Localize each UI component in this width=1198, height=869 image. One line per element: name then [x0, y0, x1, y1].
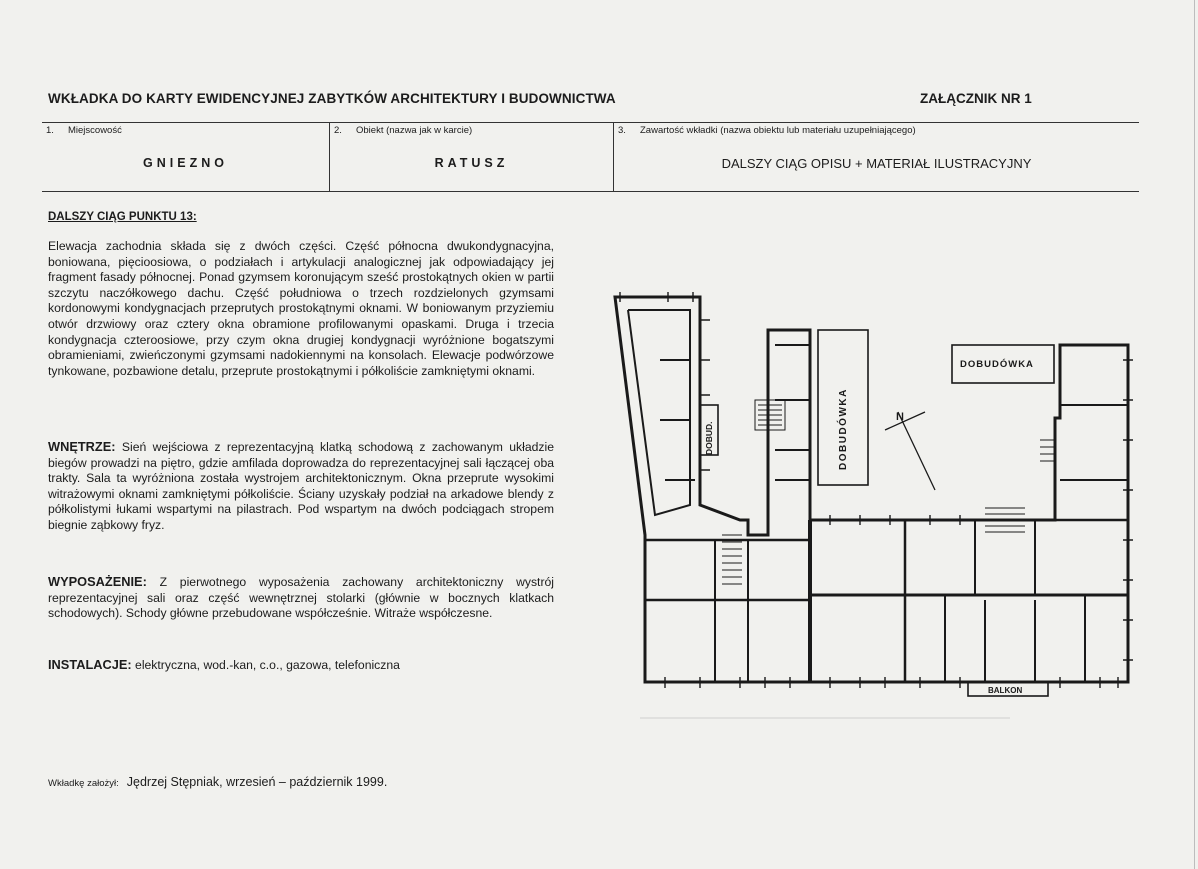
- field-label: Miejscowość: [68, 125, 122, 136]
- plan-label-balkon: BALKON: [988, 686, 1023, 695]
- north-arrow: [885, 412, 935, 490]
- field-contents: [614, 123, 1139, 191]
- section-title: DALSZY CIĄG PUNKTU 13:: [48, 211, 197, 223]
- footer-author: Jędrzej Stępniak, wrzesień – październik 1999.: [126, 775, 388, 789]
- field-locality: [42, 123, 330, 191]
- field-number: 2.: [334, 125, 342, 136]
- floor-plan-drawing: [600, 285, 1140, 725]
- footer: [48, 775, 387, 789]
- plan-west-wing-outline: [615, 297, 1128, 682]
- field-label: Obiekt (nazwa jak w karcie): [356, 125, 473, 136]
- plan-label-dobudowka-right: DOBUDÓWKA: [960, 359, 1034, 370]
- field-number: 3.: [618, 125, 626, 136]
- plan-label-dobudowka-vertical: DOBUDÓWKA: [838, 388, 849, 470]
- field-number: 1.: [46, 125, 54, 136]
- equipment-paragraph: [48, 574, 554, 622]
- field-value: RATUSZ: [434, 156, 509, 170]
- plan-label-north: N: [896, 411, 904, 423]
- equipment-label: WYPOSAŻENIE:: [48, 574, 147, 589]
- header-fields-table: [42, 122, 1139, 192]
- form-title: WKŁADKA DO KARTY EWIDENCYJNEJ ZABYTKÓW ARCHITEKTURY I BUDOWNICTWA: [48, 91, 616, 106]
- interior-label: WNĘTRZE:: [48, 439, 116, 454]
- field-object: [330, 123, 614, 191]
- equipment-text: Z pierwotnego wyposażenia zachowany architektoniczny wystrój reprezentacyjnej sali oraz część wewnętrznej stolarki (głównie w bocznych klatkach schodowych). Schody główne przebudowane współcześnie. Witraże współczesne.: [48, 575, 554, 621]
- installations-label: INSTALACJE:: [48, 657, 132, 672]
- installations-text: elektryczna, wod.-kan, c.o., gazowa, telefoniczna: [135, 658, 400, 672]
- installations-paragraph: [48, 657, 554, 674]
- field-label: Zawartość wkładki (nazwa obiektu lub materiału uzupełniającego): [640, 125, 916, 136]
- plan-label-dobud: DOBUD.: [704, 421, 714, 455]
- scan-edge: [1194, 0, 1195, 869]
- field-value: DALSZY CIĄG OPISU + MATERIAŁ ILUSTRACYJNY: [721, 156, 1032, 171]
- field-value: GNIEZNO: [143, 156, 228, 170]
- interior-text: Sień wejściowa z reprezentacyjną klatką schodową z zachowanym układzie biegów prowadzi na piętro, gdzie amfilada doprowadza do reprezentacyjnej sali łączącej oba trakty. Sala ta wyróżniona została wystrojem architektonicznym. Okna przeprute wysokimi witrażowymi oknami zamkniętymi półkoliście. Ściany uzyskały podział na arkadowe blendy z półkolistymi łukami wspartymi na pilastrach. Pod wspartym na dwóch podciągach stropem biegnie ząbkowy fryz.: [48, 440, 554, 532]
- attachment-number: ZAŁĄCZNIK NR 1: [920, 91, 1032, 106]
- interior-paragraph: [48, 439, 554, 534]
- facade-paragraph: Elewacja zachodnia składa się z dwóch części. Część północna dwukondygnacyjna, boniowana, pięcioosiowa, o podziałach i artykulacji analogicznej jak odpowiadający jej fragment fasady północnej. Ponad gzymsem koronującym sześć prostokątnych okien w partii szczytu naczółkowego dachu. Część południowa o trzech rozdzielonych gzymsami kordonowymi kondygnacjach przeprutych prostokątnymi oknami. W boniowanym przyziemiu otwór drzwiowy oraz cztery okna obramione profilowanymi opaskami. Druga i trzecia kondygnacja czteroosiowe, przy czym okna drugiej kondygnacji wyróżnione bogatszymi obramieniami, zwieńczonymi gzymsami nadokiennymi na konsolach. Elewacje podwórzowe tynkowane, pozbawione detalu, przeprute prostokątnymi i półkoliście zamkniętymi oknami.: [48, 239, 554, 378]
- footer-label: Wkładkę założył:: [48, 778, 119, 789]
